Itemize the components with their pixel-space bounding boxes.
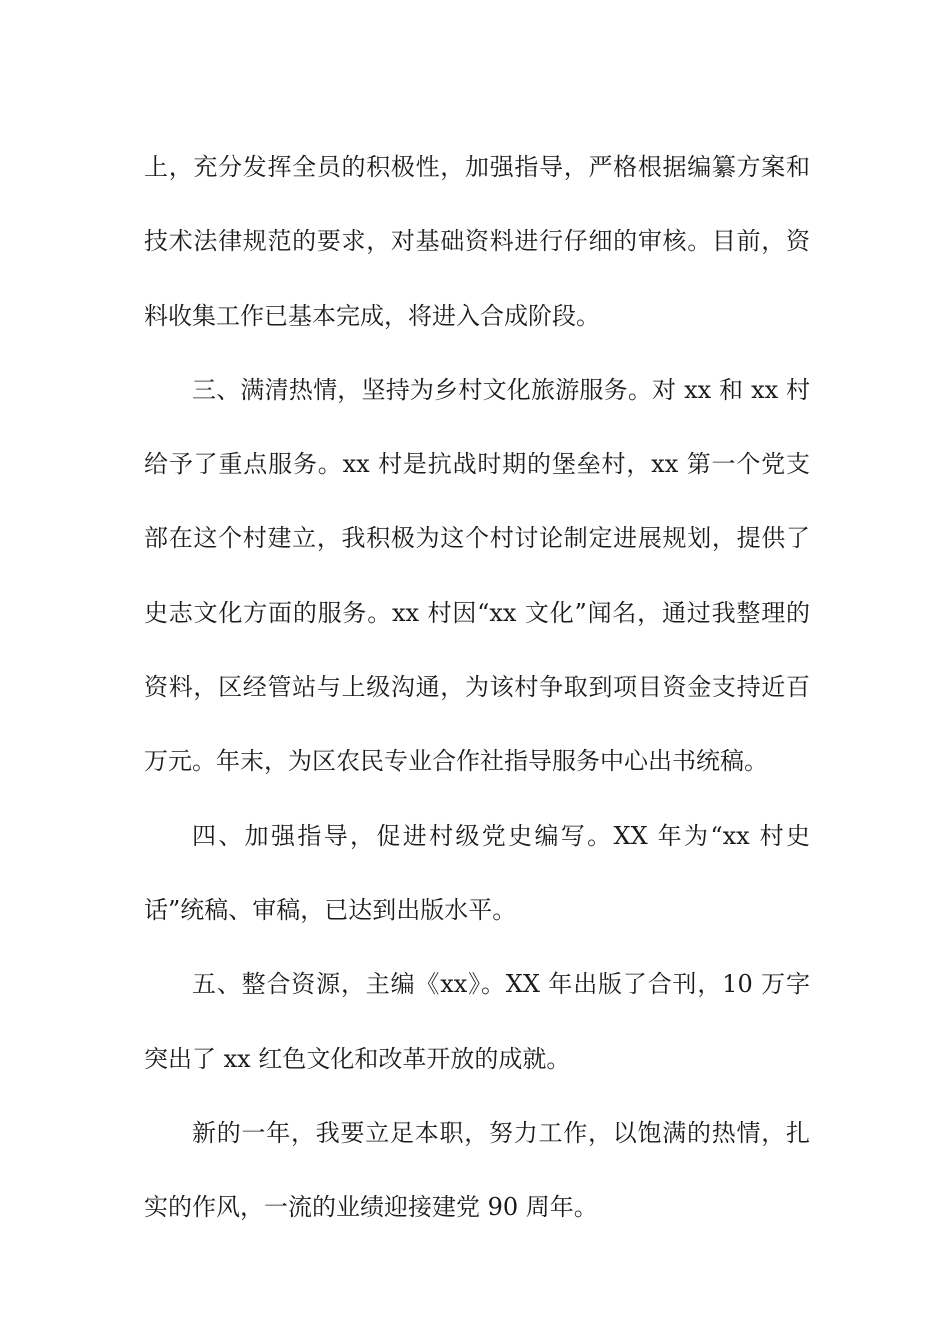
document-body [144, 130, 810, 1244]
paragraph-closing: 新的一年，我要立足本职，努力工作，以饱满的热情，扎实的作风，一流的业绩迎接建党 90 周年。 [144, 1118, 810, 1222]
paragraph-section-four: 四、加强指导，促进村级党史编写。XX 年为“xx 村史话”统稿、审稿，已达到出版水平。 [144, 821, 810, 924]
paragraph-section-five: 五、整合资源，主编《xx》。XX 年出版了合刊，10 万字突出了 xx 红色文化和改革开放的成就。 [144, 970, 810, 1073]
paragraph-section-three: 三、满清热情，坚持为乡村文化旅游服务。对 xx 和 xx 村给予了重点服务。xx 村是抗战时期的堡垒村，xx 第一个党支部在这个村建立，我积极为这个村讨论制定进展规划，提供了史志文化方面的服务。xx 村因“xx 文化”闻名，通过我整理的资料，区经管站与上级沟通，为该村争取到项目资金支持近百万元。年末，为区农民专业合作社指导服务中心出书统稿。 [144, 375, 810, 776]
paragraph-continuation: 上，充分发挥全员的积极性，加强指导，严格根据编纂方案和技术法律规范的要求，对基础资料进行仔细的审核。目前，资料收集工作已基本完成，将进入合成阶段。 [144, 153, 810, 330]
